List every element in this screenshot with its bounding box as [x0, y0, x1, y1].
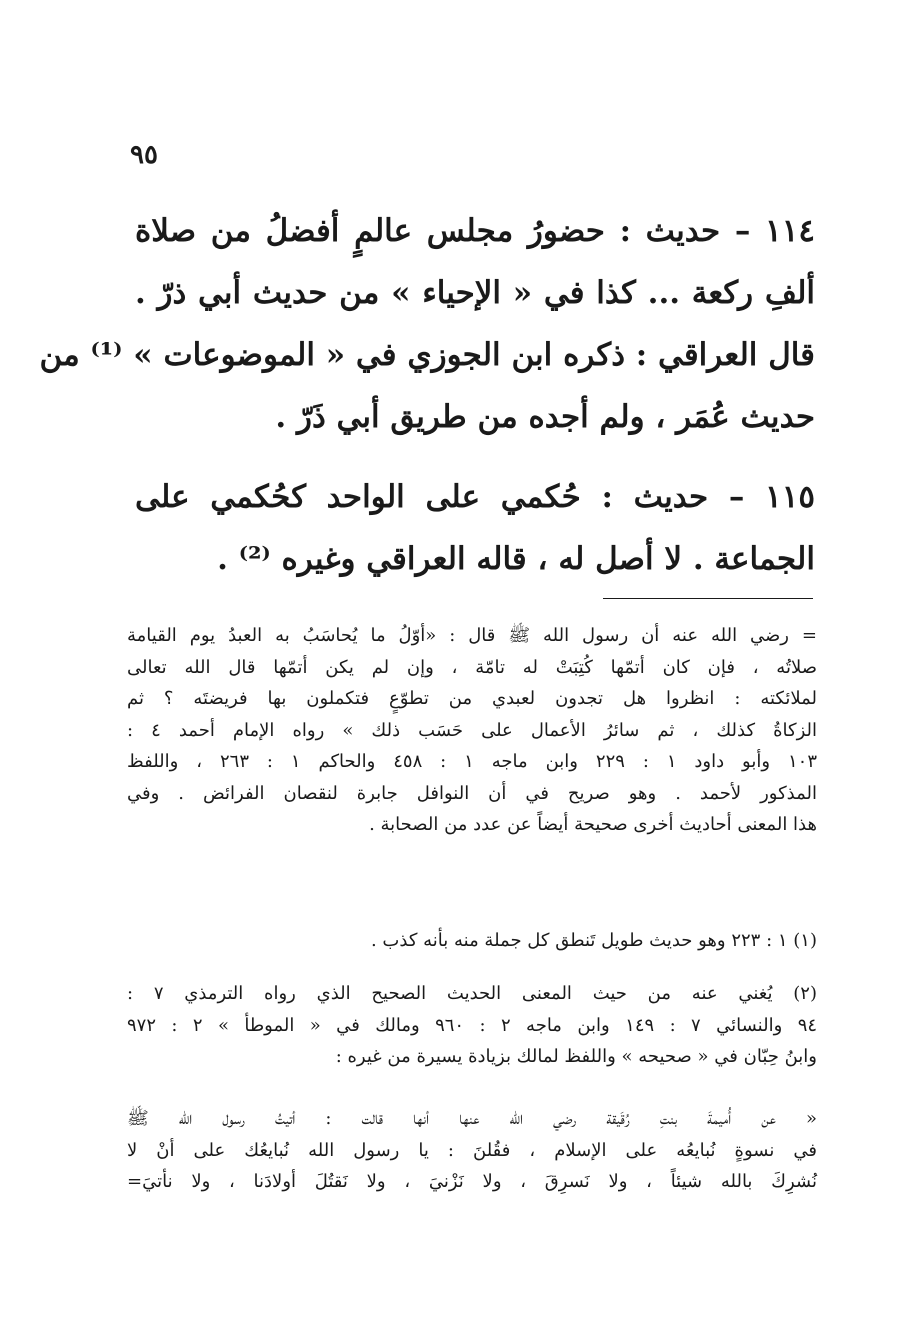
hadith-114-line: حديث عُمَر ، ولم أجده من طريق أبي ذَرّ .	[275, 399, 815, 435]
footnote-line: (٢) يُغني عنه من حيث المعنى الحديث الصحيح الذي رواه الترمذي ٧ :	[127, 983, 817, 1004]
hadith-114-line: ١١٤ – حديث : حضورُ مجلس عالمٍ أفضلُ من صلاة	[135, 213, 815, 249]
footnote-2	[127, 978, 817, 1073]
footnote-line: لملائكته : انظروا هل تجدون لعبدي من تطوّعٍ فتكملون بها فريضتَه ؟ ثم	[127, 688, 817, 709]
footnote-line: صلاتُه ، فإن كان أتمّها كُتِبَتْ له تامّة ، وإن لم يكن أتمّها قال الله تعالى	[127, 656, 817, 678]
page-number: ٩٥	[130, 140, 158, 170]
footnote-line: هذا المعنى أحاديث أخرى صحيحة أيضاً عن عدد من الصحابة .	[369, 814, 817, 835]
footnote-line: = رضي الله عنه أن رسول الله ﷺ قال : «أوّلُ ما يُحاسَبُ به العبدُ يوم القيامة	[127, 625, 817, 646]
footnote-line: المذكور لأحمد . وهو صريح في أن النوافل جابرة لنقصان الفرائض . وفي	[127, 782, 817, 804]
footnote-1	[127, 925, 817, 957]
footnote-2-quote	[127, 1103, 817, 1198]
footnote-line: في نسوةٍ نُبايعُه على الإسلام ، فقُلنَ : يا رسول الله نُبايعُك على أنْ لا	[127, 1139, 817, 1161]
hadith-115-entry	[135, 466, 815, 590]
hadith-114-line: قال العراقي : ذكره ابن الجوزي في « الموضوعات » ⁽¹⁾ من	[39, 337, 815, 373]
footnote-continuation	[127, 620, 817, 841]
footnote-line: نُشرِكَ بالله شيئاً ، ولا نَسرِقَ ، ولا نَزْنيَ ، ولا نَقتُلَ أولادَنا ، ولا نأتيَ=	[127, 1171, 817, 1192]
footnote-line: وابنُ حِبّان في « صحيحه » واللفظ لمالك بزيادة يسيرة من غيره :	[335, 1046, 817, 1067]
footnote-line: « عن أُميمةَ بنتِ رُقَيقة رضي الله عنها أنها قالت : أتيتُ رسول الله ﷺ	[127, 1108, 817, 1129]
hadith-115-line: الجماعة . لا أصل له ، قاله العراقي وغيره ⁽²⁾ .	[217, 541, 815, 577]
footnote-line: الزكاةُ كذلك ، ثم سائرُ الأعمال على حَسَب ذلك » رواه الإمام أحمد ٤ :	[127, 719, 817, 741]
footnote-separator	[603, 598, 813, 599]
hadith-115-line: ١١٥ – حديث : حُكمي على الواحد كحُكمي على	[135, 479, 815, 515]
hadith-114-line: ألفِ ركعة ... كذا في « الإحياء » من حديث أبي ذرّ .	[135, 275, 815, 311]
hadith-114-entry	[39, 200, 815, 448]
footnote-line: (١) ١ : ٢٢٣ وهو حديث طويل تَنطق كل جملة منه بأنه كذب .	[370, 930, 817, 951]
footnote-line: ١٠٣ وأبو داود ١ : ٢٢٩ وابن ماجه ١ : ٤٥٨ والحاكم ١ : ٢٦٣ ، واللفظ	[127, 751, 817, 772]
footnote-line: ٩٤ والنسائي ٧ : ١٤٩ وابن ماجه ٢ : ٩٦٠ ومالك في « الموطأ » ٢ : ٩٧٢	[127, 1014, 818, 1036]
